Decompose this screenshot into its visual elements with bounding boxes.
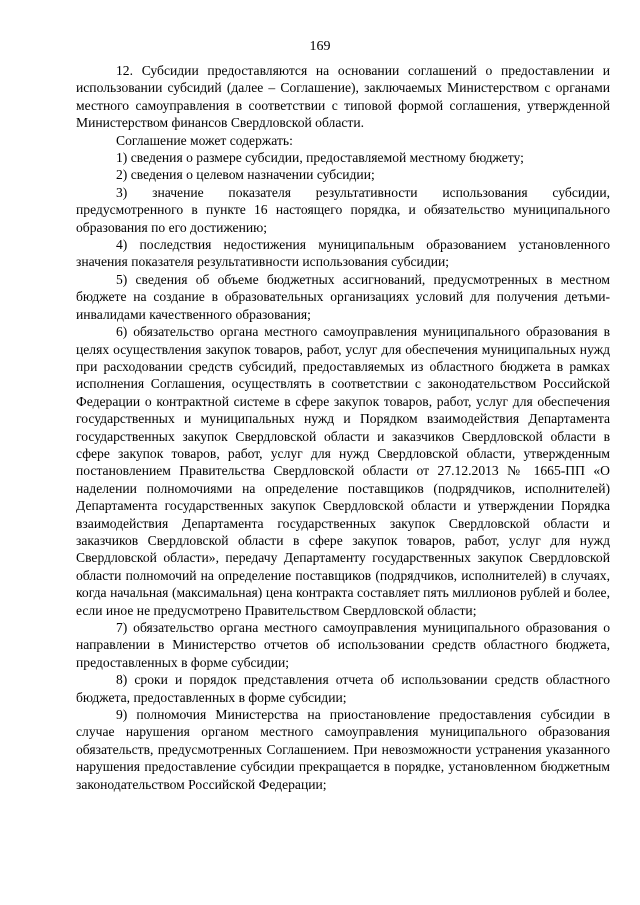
paragraph-item-3: 3) значение показателя результативности использования субсидии, предусмотренного в пункте 16 настоящего порядка, и обязательство муниципального образования по его достижению; [76,184,610,235]
paragraph-clause-12: 12. Субсидии предоставляются на основании соглашений о предоставлении и использовании субсидий (далее – Соглашение), заключаемых Министерством с органами местного самоуправления в соответствии с типовой формой соглашения, утвержденной Министерством финансов Свердловской области. [76,63,610,131]
document-body [76,62,610,793]
paragraph-item-8: 8) сроки и порядок представления отчета об использовании средств областного бюджета, предоставленных в форме субсидии; [76,672,610,705]
paragraph-item-6: 6) обязательство органа местного самоуправления муниципального образования в целях осуществления закупок товаров, работ, услуг для обеспечения муниципальных нужд при расходовании средств субсидий, предоставляемых из областного бюджета в рамках исполнения Соглашения, осуществлять в соответствии с законодательством Российской Федерации о контрактной системе в сфере закупок товаров, работ, услуг для обеспечения государственных и муниципальных нужд и Порядком взаимодействия Департамента государственных закупок Свердловской области и заказчиков Свердловской области в сфере закупок товаров, работ, услуг для нужд Свердловской области, утвержденным постановлением Правительства Свердловской области от 27.12.2013 № 1665-ПП «О наделении полномочиями на определение поставщиков (подрядчиков, исполнителей) Департамента государственных закупок Свердловской области и утверждении Порядка взаимодействия Департамента государственных закупок Свердловской области и заказчиков Свердловской области в сфере закупок товаров, работ, услуг для нужд Свердловской области», передачу Департаменту государственных закупок Свердловской области полномочий на определение поставщиков (подрядчиков, исполнителей) в случаях, когда начальная (максимальная) цена контракта составляет пять миллионов рублей и более, если иное не предусмотрено Правительством Свердловской области; [76,324,610,618]
paragraph-item-1: 1) сведения о размере субсидии, предоставляемой местному бюджету; [116,150,524,166]
paragraph-item-7: 7) обязательство органа местного самоуправления муниципального образования о направлении в Министерство отчетов об использовании средств областного бюджета, предоставленных в форме субсидии; [76,620,610,670]
page-number: 169 [309,39,331,54]
paragraph-agreement-intro: Соглашение может содержать: [116,132,293,148]
paragraph-item-5: 5) сведения об объеме бюджетных ассигнований, предусмотренных в местном бюджете на создание в образовательных организациях условий для получения детьми-инвалидами качественного образования; [76,271,610,322]
paragraph-item-9: 9) полномочия Министерства на приостановление предоставления субсидии в случае нарушения органом местного самоуправления муниципального образования обязательств, предусмотренных Соглашением. При невозможности устранения указанного нарушения предоставление субсидии прекращается в порядке, установленном бюджетным законодательством Российской Федерации; [76,707,610,792]
paragraph-item-2: 2) сведения о целевом назначении субсидии; [116,167,375,183]
paragraph-item-4: 4) последствия недостижения муниципальным образованием установленного значения показателя результативности использования субсидии; [76,237,610,270]
